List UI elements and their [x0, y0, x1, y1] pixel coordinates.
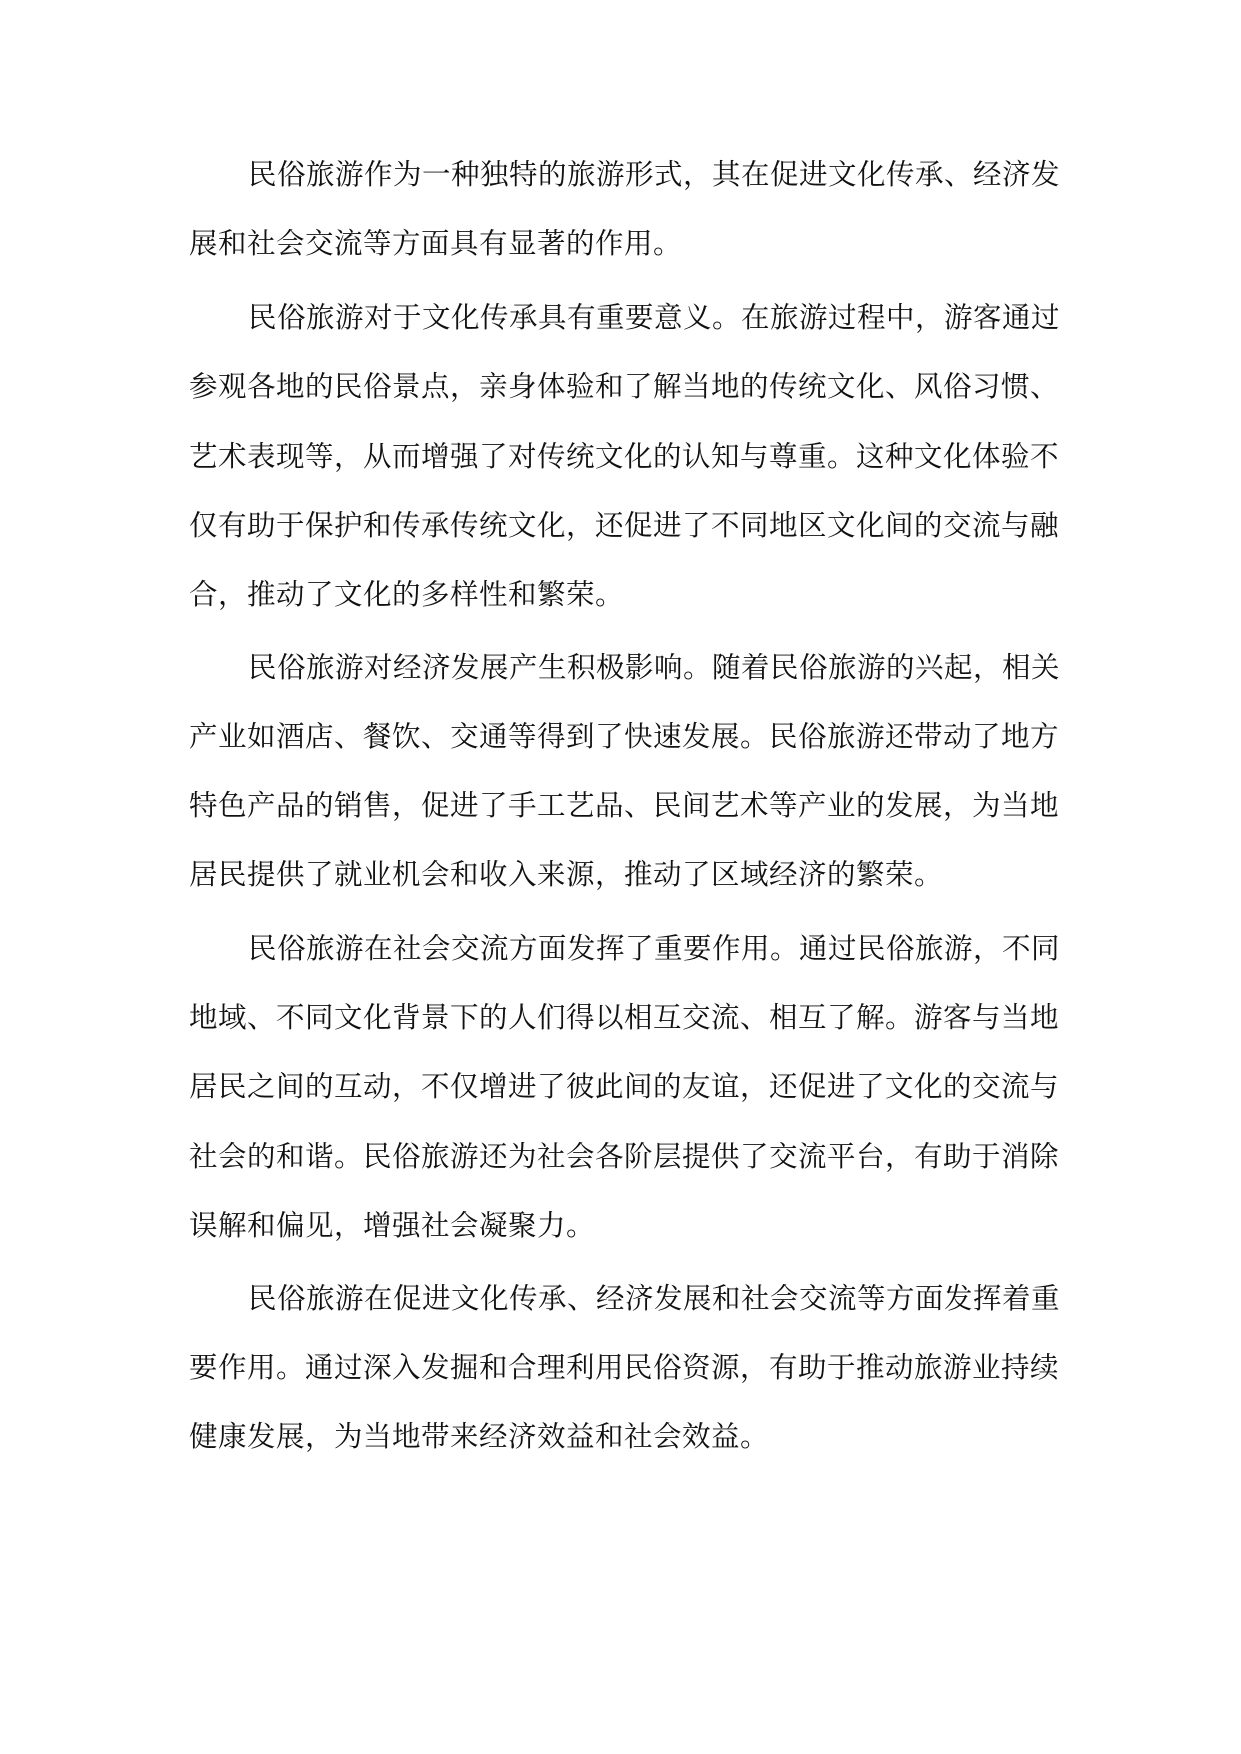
paragraph-4-line-5: 误解和偏见，增强社会凝聚力。 [189, 1209, 596, 1242]
paragraph-4-line-2: 地域、不同文化背景下的人们得以相互交流、相互了解。游客与当地 [189, 1001, 1060, 1034]
paragraph-2-line-2: 参观各地的民俗景点，亲身体验和了解当地的传统文化、风俗习惯、 [189, 370, 1060, 403]
paragraph-5-line-3: 健康发展，为当地带来经济效益和社会效益。 [189, 1420, 770, 1453]
paragraph-4-line-4: 社会的和谐。民俗旅游还为社会各阶层提供了交流平台，有助于消除 [189, 1140, 1060, 1173]
paragraph-4-line-3: 居民之间的互动，不仅增进了彼此间的友谊，还促进了文化的交流与 [189, 1070, 1060, 1103]
paragraph-3-line-2: 产业如酒店、餐饮、交通等得到了快速发展。民俗旅游还带动了地方 [189, 720, 1060, 753]
paragraph-1-line-2: 展和社会交流等方面具有显著的作用。 [189, 227, 683, 260]
paragraph-3-line-1: 民俗旅游对经济发展产生积极影响。随着民俗旅游的兴起，相关 [248, 651, 1061, 684]
paragraph-2-line-3: 艺术表现等，从而增强了对传统文化的认知与尊重。这种文化体验不 [189, 440, 1060, 473]
paragraph-2-line-1: 民俗旅游对于文化传承具有重要意义。在旅游过程中，游客通过 [248, 301, 1061, 334]
paragraph-3-line-4: 居民提供了就业机会和收入来源，推动了区域经济的繁荣。 [189, 858, 944, 891]
paragraph-2-line-4: 仅有助于保护和传承传统文化，还促进了不同地区文化间的交流与融 [189, 509, 1060, 542]
paragraph-5-line-2: 要作用。通过深入发掘和合理利用民俗资源，有助于推动旅游业持续 [189, 1351, 1060, 1384]
paragraph-4-line-1: 民俗旅游在社会交流方面发挥了重要作用。通过民俗旅游，不同 [248, 932, 1061, 965]
paragraph-1-line-1: 民俗旅游作为一种独特的旅游形式，其在促进文化传承、经济发 [248, 158, 1061, 191]
paragraph-3-line-3: 特色产品的销售，促进了手工艺品、民间艺术等产业的发展，为当地 [189, 789, 1060, 822]
paragraph-2-line-5: 合，推动了文化的多样性和繁荣。 [189, 578, 625, 611]
paragraph-5-line-1: 民俗旅游在促进文化传承、经济发展和社会交流等方面发挥着重 [248, 1282, 1061, 1315]
